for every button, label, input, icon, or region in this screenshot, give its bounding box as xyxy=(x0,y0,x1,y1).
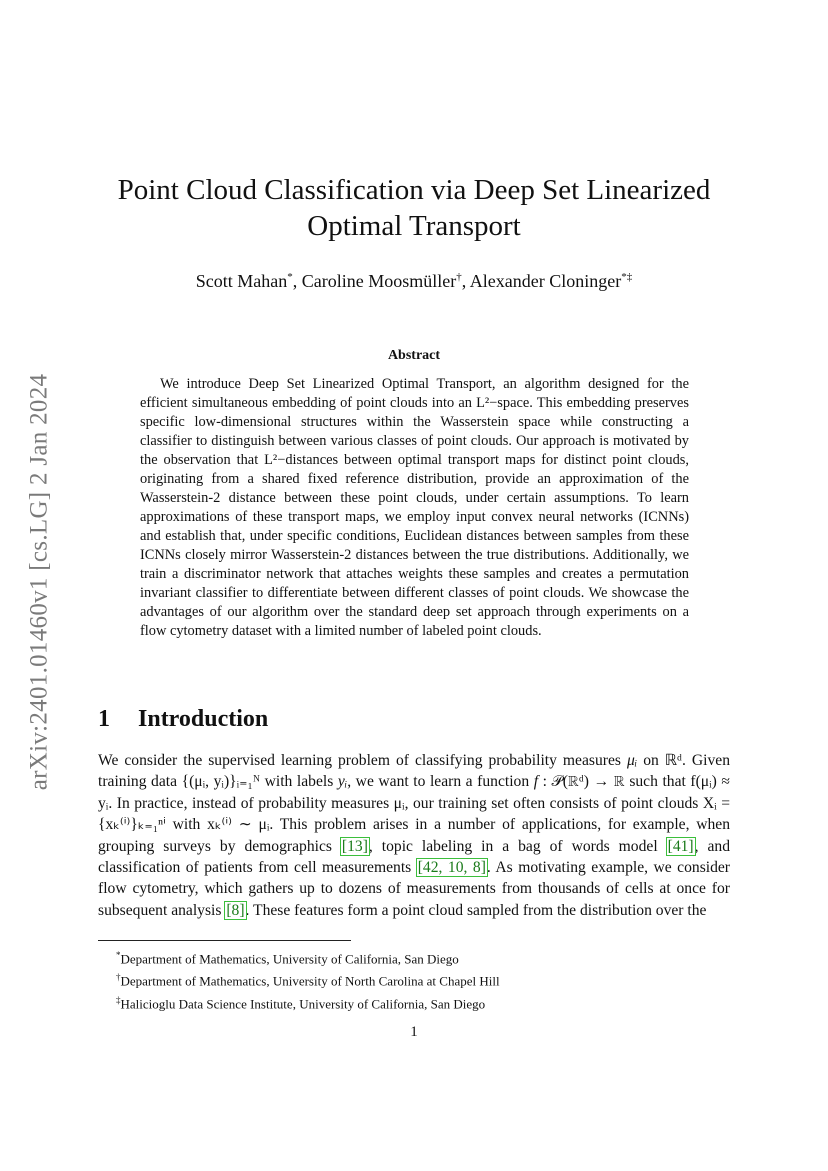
footnote-3 xyxy=(116,991,716,1013)
intro-text-8: . These features form a point cloud sampled from the distribution over the xyxy=(245,901,707,919)
arxiv-identifier: arXiv:2401.01460v1 [cs.LG] 2 Jan 2024 xyxy=(25,373,52,791)
intro-math-3: f xyxy=(533,773,539,791)
author-2-mark: † xyxy=(456,271,462,283)
author-3: Alexander Cloninger xyxy=(469,271,622,291)
abstract-heading: Abstract xyxy=(387,348,441,363)
section-heading xyxy=(98,706,268,733)
footnote-3-text: Halicioglu Data Science Institute, University of California, San Diego xyxy=(120,995,486,1011)
section-title: Introduction xyxy=(138,706,269,732)
footnote-3-mark: ‡ xyxy=(116,994,121,1005)
author-2: Caroline Moosmüller xyxy=(301,271,457,291)
footnote-2-text: Department of Mathematics, University of North Carolina at Chapel Hill xyxy=(120,973,500,989)
footnote-1-text: Department of Mathematics, University of California, San Diego xyxy=(120,951,459,967)
citation-link-42-10-8[interactable]: [42, 10, 8] xyxy=(417,859,486,877)
section-number: 1 xyxy=(98,706,110,732)
title-line-2: Optimal Transport xyxy=(307,210,521,242)
citation-link-41[interactable]: [41] xyxy=(667,837,694,855)
footnotes xyxy=(116,946,716,1013)
footnote-1 xyxy=(116,946,716,968)
intro-math-2: yᵢ xyxy=(337,773,348,791)
citation-link-13[interactable]: [13] xyxy=(341,837,368,855)
author-1-mark: * xyxy=(287,271,293,283)
intro-text-7: . As motivating example, we consider flow cytometry, which gathers up to dozens of measurements from thousands of cells at once for subsequent analysis xyxy=(98,859,731,919)
intro-text-5: , topic labeling in a bag of words model xyxy=(368,837,667,855)
author-list: Scott Mahan*, Caroline Moosmüller†, Alexander Cloninger*‡ xyxy=(195,271,633,291)
citation-link-8[interactable]: [8] xyxy=(226,901,245,919)
intro-text-1: We consider the supervised learning problem of classifying probability measures xyxy=(98,752,627,769)
intro-math-1: μᵢ xyxy=(626,752,638,769)
page-number: 1 xyxy=(410,1024,418,1040)
author-3-mark: *‡ xyxy=(621,271,633,283)
arxiv-side-stamp xyxy=(19,373,59,791)
abstract-text: We introduce Deep Set Linearized Optimal Transport, an algorithm designed for the efficient simultaneous embedding of point clouds into an L²−space. This embedding preserves specific low-dimensional structures within the Wasserstein space while constructing a classifier to distinguish between various classes of point clouds. Our approach is motivated by the observation that L²−distances between optimal transport maps for distinct point clouds, originating from a shared fixed reference distribution, provide an approximation of the Wasserstein-2 distance between these point clouds, under certain assumptions. To learn approximations of these transport maps, we employ input convex neural networks (ICNNs) and establish that, under specific conditions, Euclidean distances between samples from these ICNNs closely mirror Wasserstein-2 distances between the true distributions. Additionally, we train a discriminator network that attaches weights these samples and creates a permutation invariant classifier to differentiate between different classes of point clouds. We showcase the advantages of our algorithm over the standard deep set approach through experiments on a flow cytometry dataset with a limited number of labeled point clouds. xyxy=(140,376,689,639)
intro-text-3: , we want to learn a function xyxy=(347,773,534,791)
footnote-divider xyxy=(98,940,351,941)
footnote-2-mark: † xyxy=(116,972,121,983)
title-line-1: Point Cloud Classification via Deep Set Linearized xyxy=(117,174,711,206)
paper-title xyxy=(98,172,730,244)
author-1: Scott Mahan xyxy=(195,271,288,291)
intro-text-4: : 𝒫(ℝᵈ) → ℝ such that f(μᵢ) ≈ yᵢ. In practice, instead of probability measures μᵢ, our training set often consists of point clouds Xᵢ = {xₖ⁽ⁱ⁾}ₖ₌₁ⁿⁱ with xₖ⁽ⁱ⁾ ∼ μᵢ. This problem arises in a number of applications, for example, when grouping surveys by demographics xyxy=(98,773,730,855)
footnote-2 xyxy=(116,968,716,990)
intro-text-2: on ℝᵈ. Given training data {(μᵢ, yᵢ)}ᵢ₌₁ᴺ with labels xyxy=(98,752,731,791)
intro-paragraph xyxy=(98,750,730,921)
intro-text-6: , and classification of patients from cell measurements xyxy=(98,837,731,877)
footnote-1-mark: * xyxy=(116,950,121,960)
